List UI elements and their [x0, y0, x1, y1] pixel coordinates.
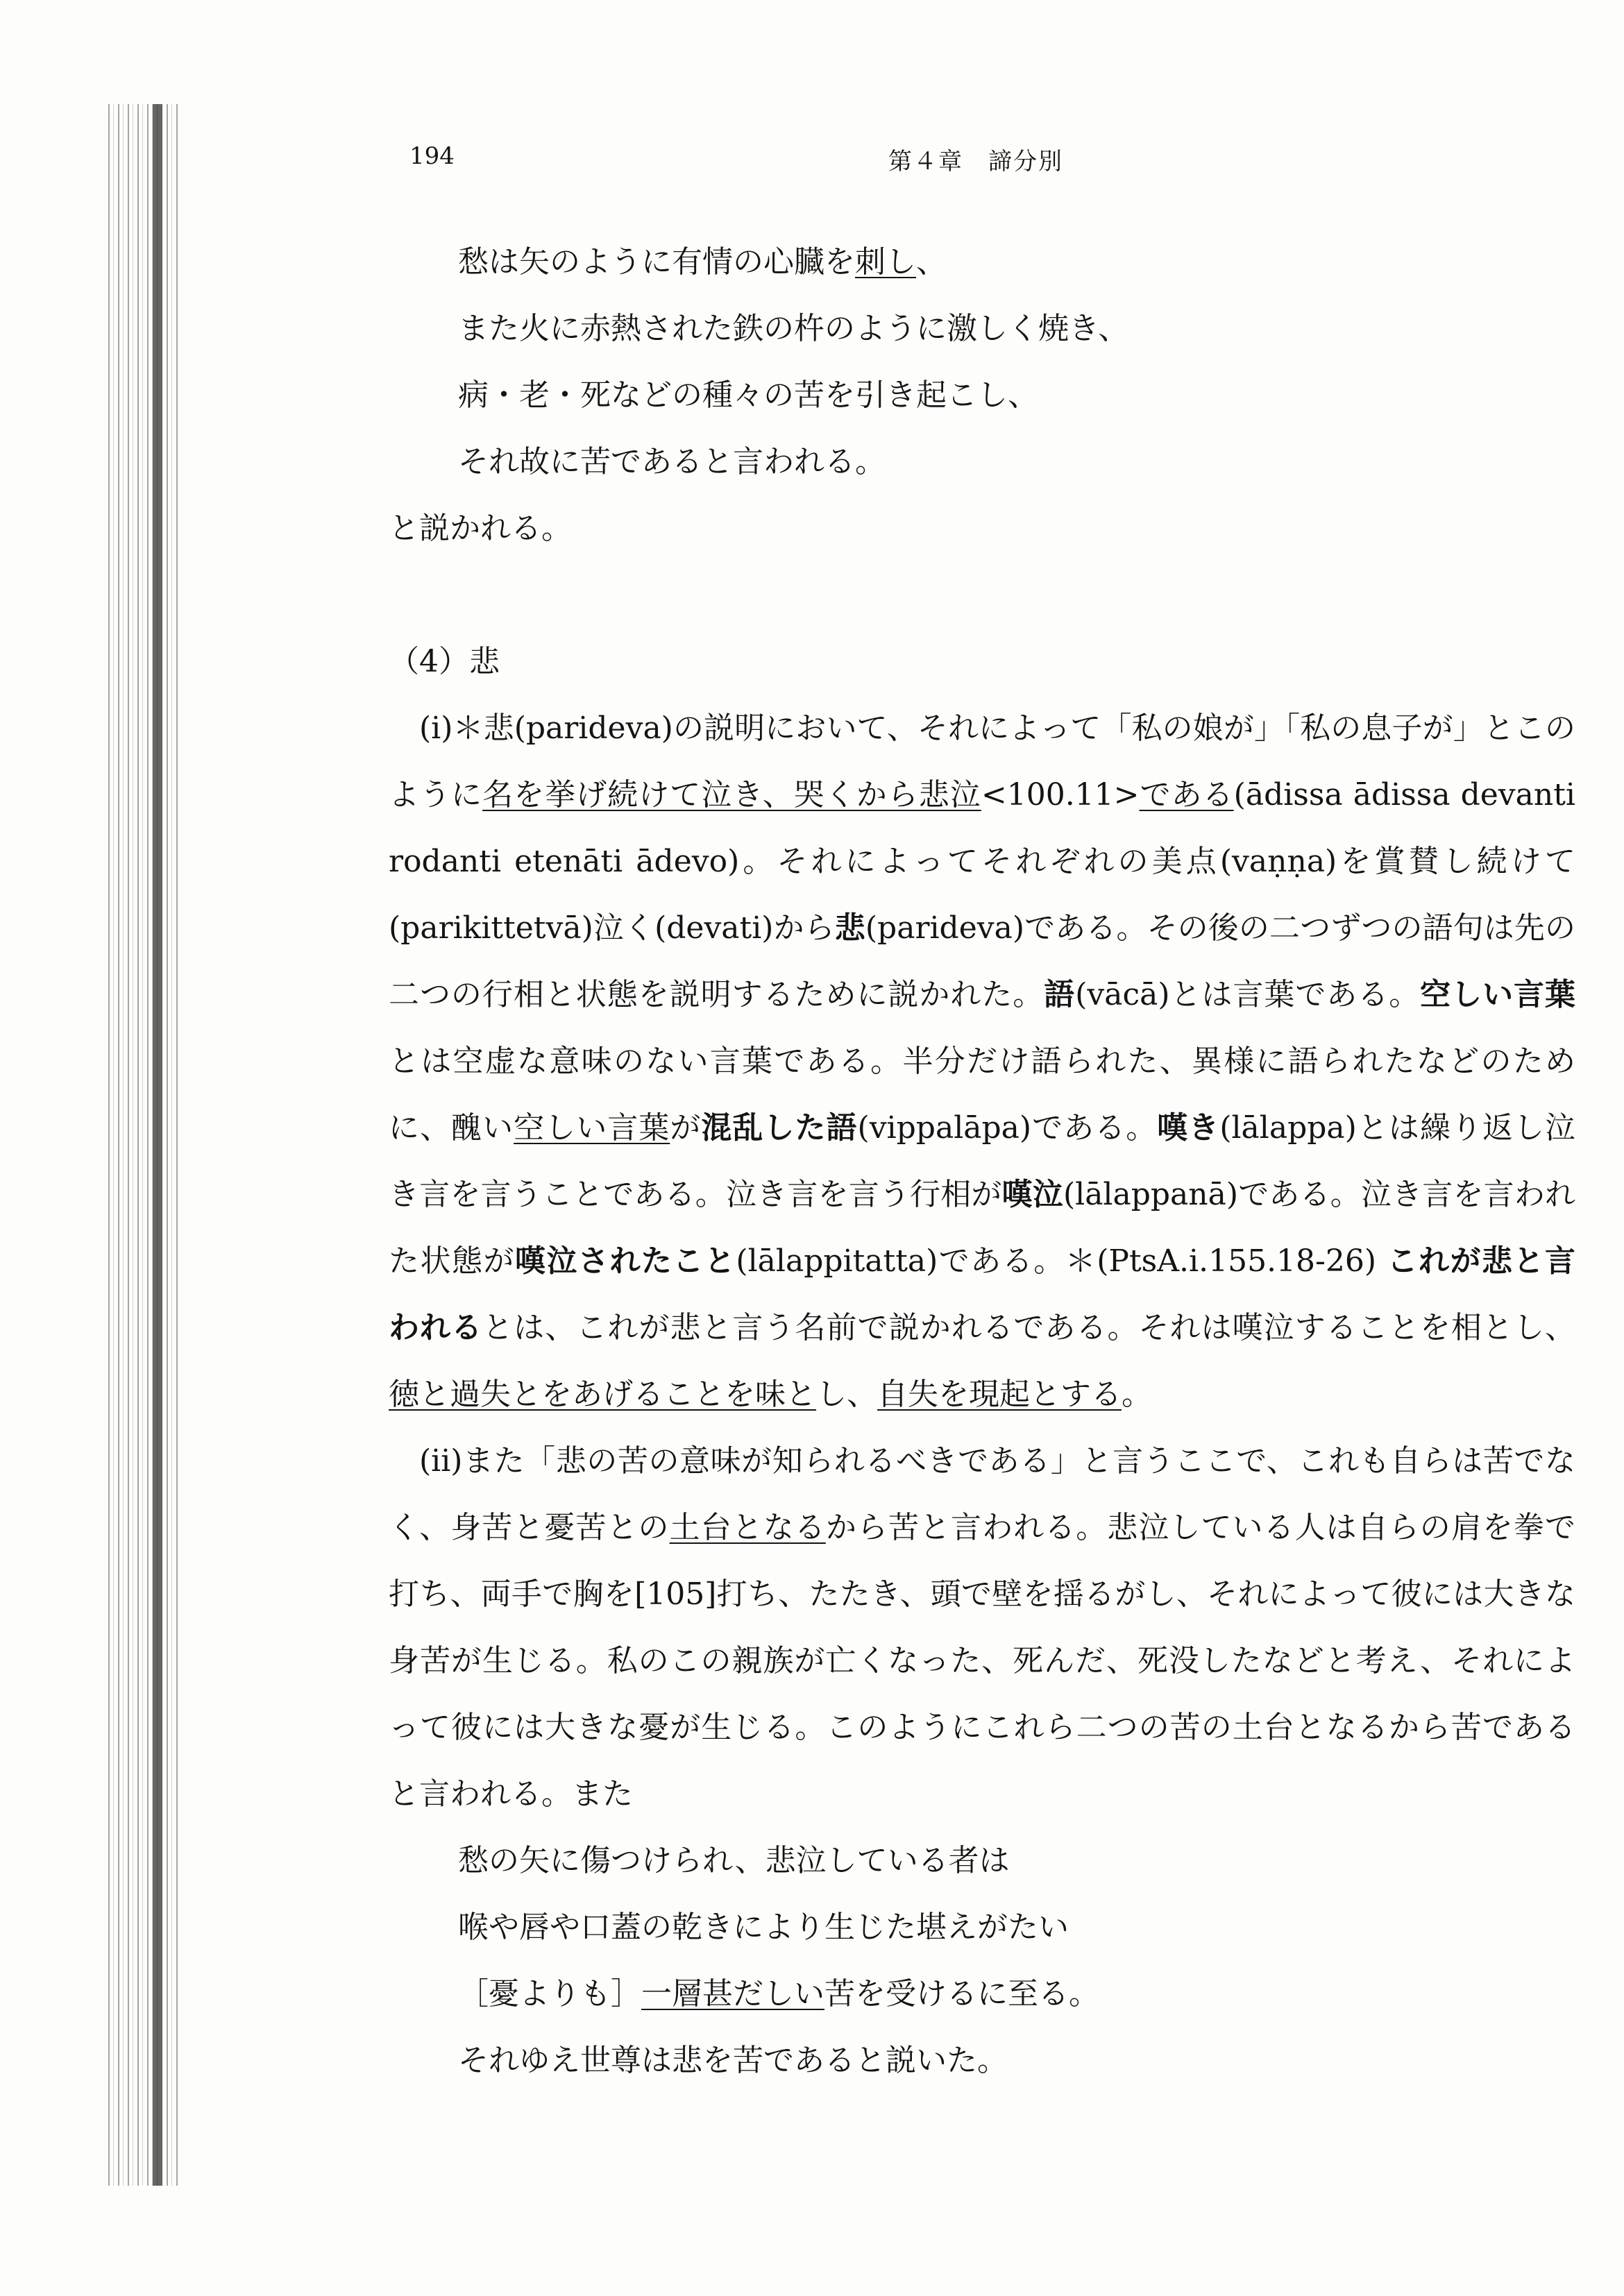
underlined-text: 土台となる: [669, 1510, 826, 1545]
text: (lālappa)とは繰り返し泣き言を言うことである。泣き言を言う行相が: [389, 1110, 1576, 1212]
section-heading: （4）悲: [389, 644, 500, 679]
underlined-text: 空しい言葉: [514, 1110, 670, 1146]
text: し、: [816, 1377, 877, 1412]
bold-term: 嘆泣: [1001, 1177, 1063, 1212]
closing-line: と説かれる。: [389, 511, 572, 546]
text: とは空虚な意味のない言葉である。半分だけ語られた、異様に語られたなどのために、醜い: [389, 1044, 1575, 1146]
verse-text: 病・老・死などの種々の苦を引き起こし、: [458, 377, 1038, 413]
paragraph-ii: [389, 1428, 1575, 1828]
verse-text: 苦を受けるに至る。: [824, 1976, 1099, 2012]
chapter-title: 第４章 諦分別: [888, 148, 1063, 176]
text: (vācā)とは言葉である。: [1075, 977, 1421, 1012]
bold-term: 空しい言葉: [1420, 977, 1576, 1012]
verse-text: それゆえ世尊は悲を苦であると説いた。: [458, 2043, 1008, 2078]
text: (ii)また「悲の苦の意味が知られるべきである」と言うここで、これも自らは苦でなく、身苦と憂苦との: [389, 1443, 1575, 1545]
verse-text: 愁は矢のように有情の心臓を: [458, 244, 855, 280]
verse-line: [389, 229, 1575, 296]
verse-text: ［憂よりも］: [458, 1976, 641, 2012]
verse-line: [389, 362, 1575, 429]
verse-line: [389, 2027, 1575, 2094]
bold-term: これが悲と言われる: [389, 1243, 1576, 1345]
underlined-text: である: [1139, 777, 1234, 813]
underlined-text: 徳と過失とをあげることを味と: [389, 1377, 816, 1412]
bold-term: 悲: [834, 910, 865, 946]
text: (ādissa ādissa devanti rodanti etenāti ādevo)。それによってそれぞれの美点(vaṇṇa)を賞賛し続けて(parikittetvā)泣く(devati)から: [389, 777, 1575, 946]
underlined-text: 自失を現起とする: [877, 1377, 1122, 1412]
paragraph-i: [389, 695, 1575, 1428]
verse-text: それ故に苦であると言われる。: [458, 444, 886, 479]
verse-line: [389, 296, 1575, 362]
bold-term: 語: [1044, 977, 1076, 1012]
verse-line: [389, 1894, 1575, 1961]
page-body: [389, 229, 1575, 2094]
text: から苦と言われる。悲泣している人は自らの肩を拳で打ち、両手で胸を[105]打ち、たたき、頭で壁を揺るがし、それによって彼には大きな身苦が生じる。私のこの親族が亡くなった、死んだ、死没したなどと考え、それによって彼には大きな憂が生じる。このようにこれら二つの苦の土台となるから苦であると言われる。また: [389, 1510, 1576, 1812]
verse-text: 、: [916, 244, 947, 280]
text: (lālappitatta)である。＊(PtsA.i.155.18-26): [736, 1243, 1387, 1279]
verse-line: [389, 1961, 1575, 2027]
text: が: [670, 1110, 702, 1146]
running-head: [409, 142, 1582, 184]
bold-term: 嘆泣されたこと: [514, 1243, 736, 1279]
verse-line: [389, 429, 1575, 495]
text: (i)＊悲(parideva)の説明において、それによって「私の娘が」「私の息子が」とこのように: [389, 711, 1575, 813]
page-number: 194: [409, 142, 455, 170]
book-binding-shadow: [104, 104, 180, 2186]
underlined-text: 一層甚だしい: [641, 1976, 824, 2012]
verse-text: また火に赤熱された鉄の杵のように激しく焼き、: [458, 311, 1129, 346]
verse-text: 喉や唇や口蓋の乾きにより生じた堪えがたい: [458, 1910, 1069, 1945]
text: (parideva)である。その後の二つずつの語句は先の二つの行相と状態を説明するために説かれた。: [389, 910, 1575, 1012]
text: 。: [1122, 1377, 1152, 1412]
underlined-text: 刺し: [855, 244, 916, 280]
underlined-text: 名を挙げ続けて泣き、哭くから悲泣: [482, 777, 981, 813]
text: (vippalāpa)である。: [857, 1110, 1158, 1146]
text: <100.11>: [981, 777, 1140, 813]
verse-text: 愁の矢に傷つけられ、悲泣している者は: [458, 1843, 1010, 1878]
bold-term: 混乱した語: [701, 1110, 858, 1146]
text: とは、これが悲と言う名前で説かれるである。それは嘆泣することを相とし、: [482, 1310, 1576, 1345]
bold-term: 嘆き: [1157, 1110, 1220, 1146]
verse-line: [389, 1828, 1575, 1894]
text: (lālappanā)である。泣き言を言われた状態が: [389, 1177, 1576, 1279]
